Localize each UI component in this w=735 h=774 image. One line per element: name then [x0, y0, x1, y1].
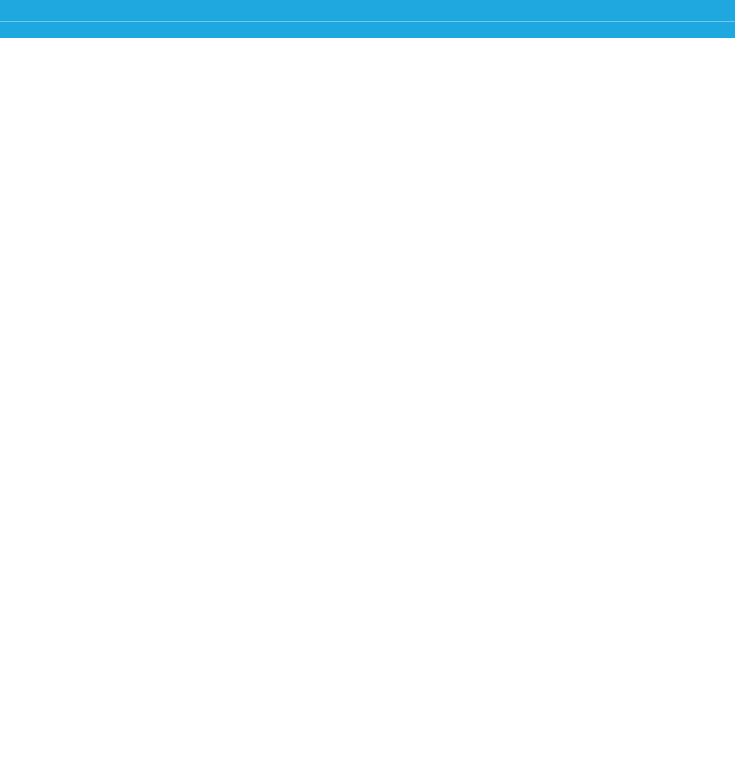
page-title — [0, 0, 735, 21]
page-subtitle — [0, 21, 735, 38]
header-corner — [0, 38, 44, 73]
